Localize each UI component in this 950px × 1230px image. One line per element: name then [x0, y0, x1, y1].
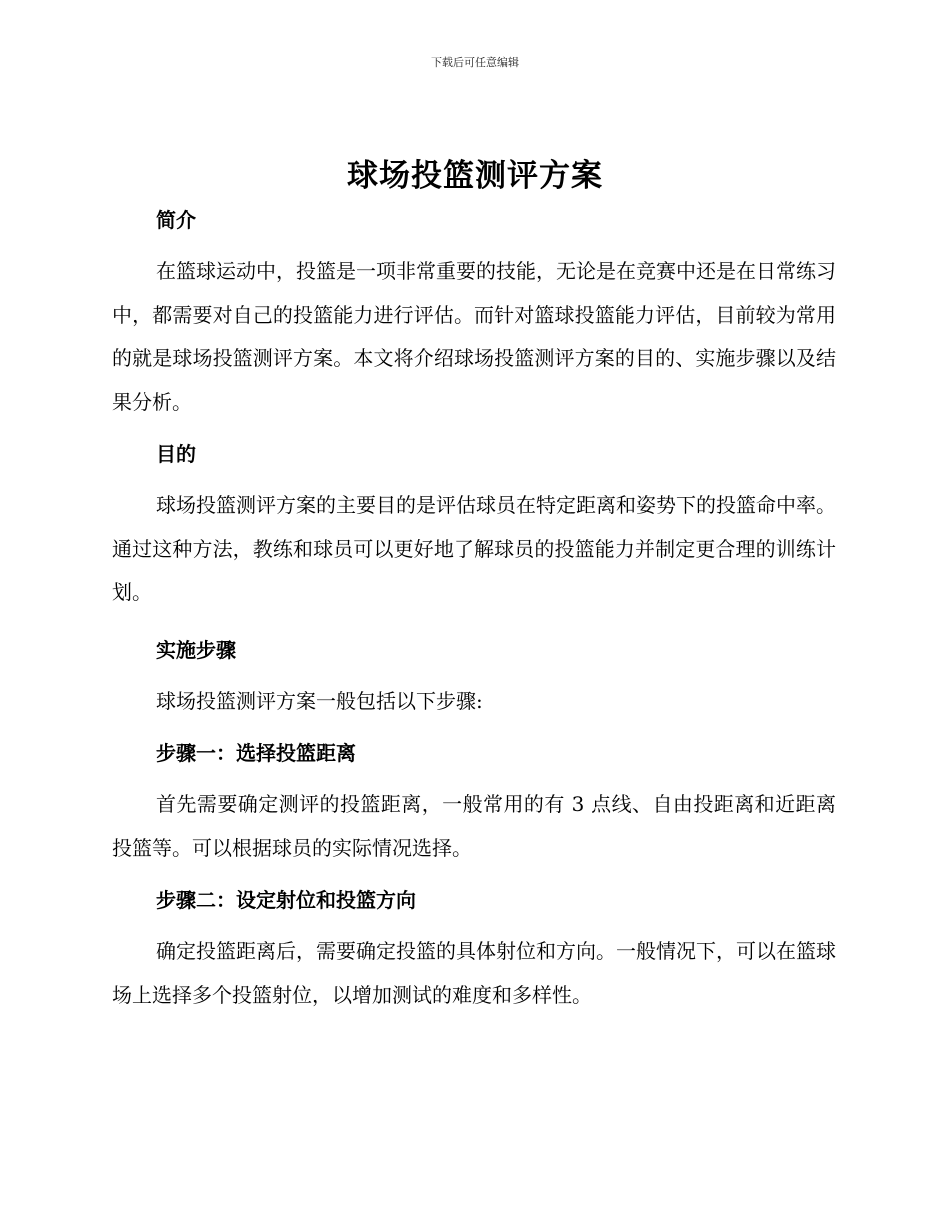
paragraph-step1: 首先需要确定测评的投篮距离，一般常用的有 3 点线、自由投距离和近距离投篮等。可以根据球员的实际情况选择。 — [112, 792, 836, 860]
paragraph-step2: 确定投篮距离后，需要确定投篮的具体射位和方向。一般情况下，可以在篮球场上选择多个投篮射位，以增加测试的难度和多样性。 — [112, 939, 836, 1007]
header-note: 下载后可任意编辑 — [431, 56, 519, 69]
section-heading-intro: 简介 — [156, 208, 196, 232]
step2-heading: 步骤二：设定射位和投篮方向 — [156, 888, 416, 912]
document-body — [112, 198, 836, 1017]
section-heading-steps: 实施步骤 — [156, 637, 236, 662]
document-title: 球场投篮测评方案 — [347, 158, 603, 194]
step1-heading: 步骤一：选择投篮距离 — [156, 741, 356, 765]
paragraph-steps-intro: 球场投篮测评方案一般包括以下步骤: — [156, 688, 483, 713]
paragraph-intro: 在篮球运动中，投篮是一项非常重要的技能，无论是在竞赛中还是在日常练习中，都需要对自己的投篮能力进行评估。而针对篮球投篮能力评估，目前较为常用的就是球场投篮测评方案。本文将介绍球场投篮测评方案的目的、实施步骤以及结果分析。 — [112, 259, 836, 414]
paragraph-purpose: 球场投篮测评方案的主要目的是评估球员在特定距离和姿势下的投篮命中率。通过这种方法，教练和球员可以更好地了解球员的投篮能力并制定更合理的训练计划。 — [112, 493, 836, 604]
section-heading-purpose: 目的 — [156, 442, 196, 466]
